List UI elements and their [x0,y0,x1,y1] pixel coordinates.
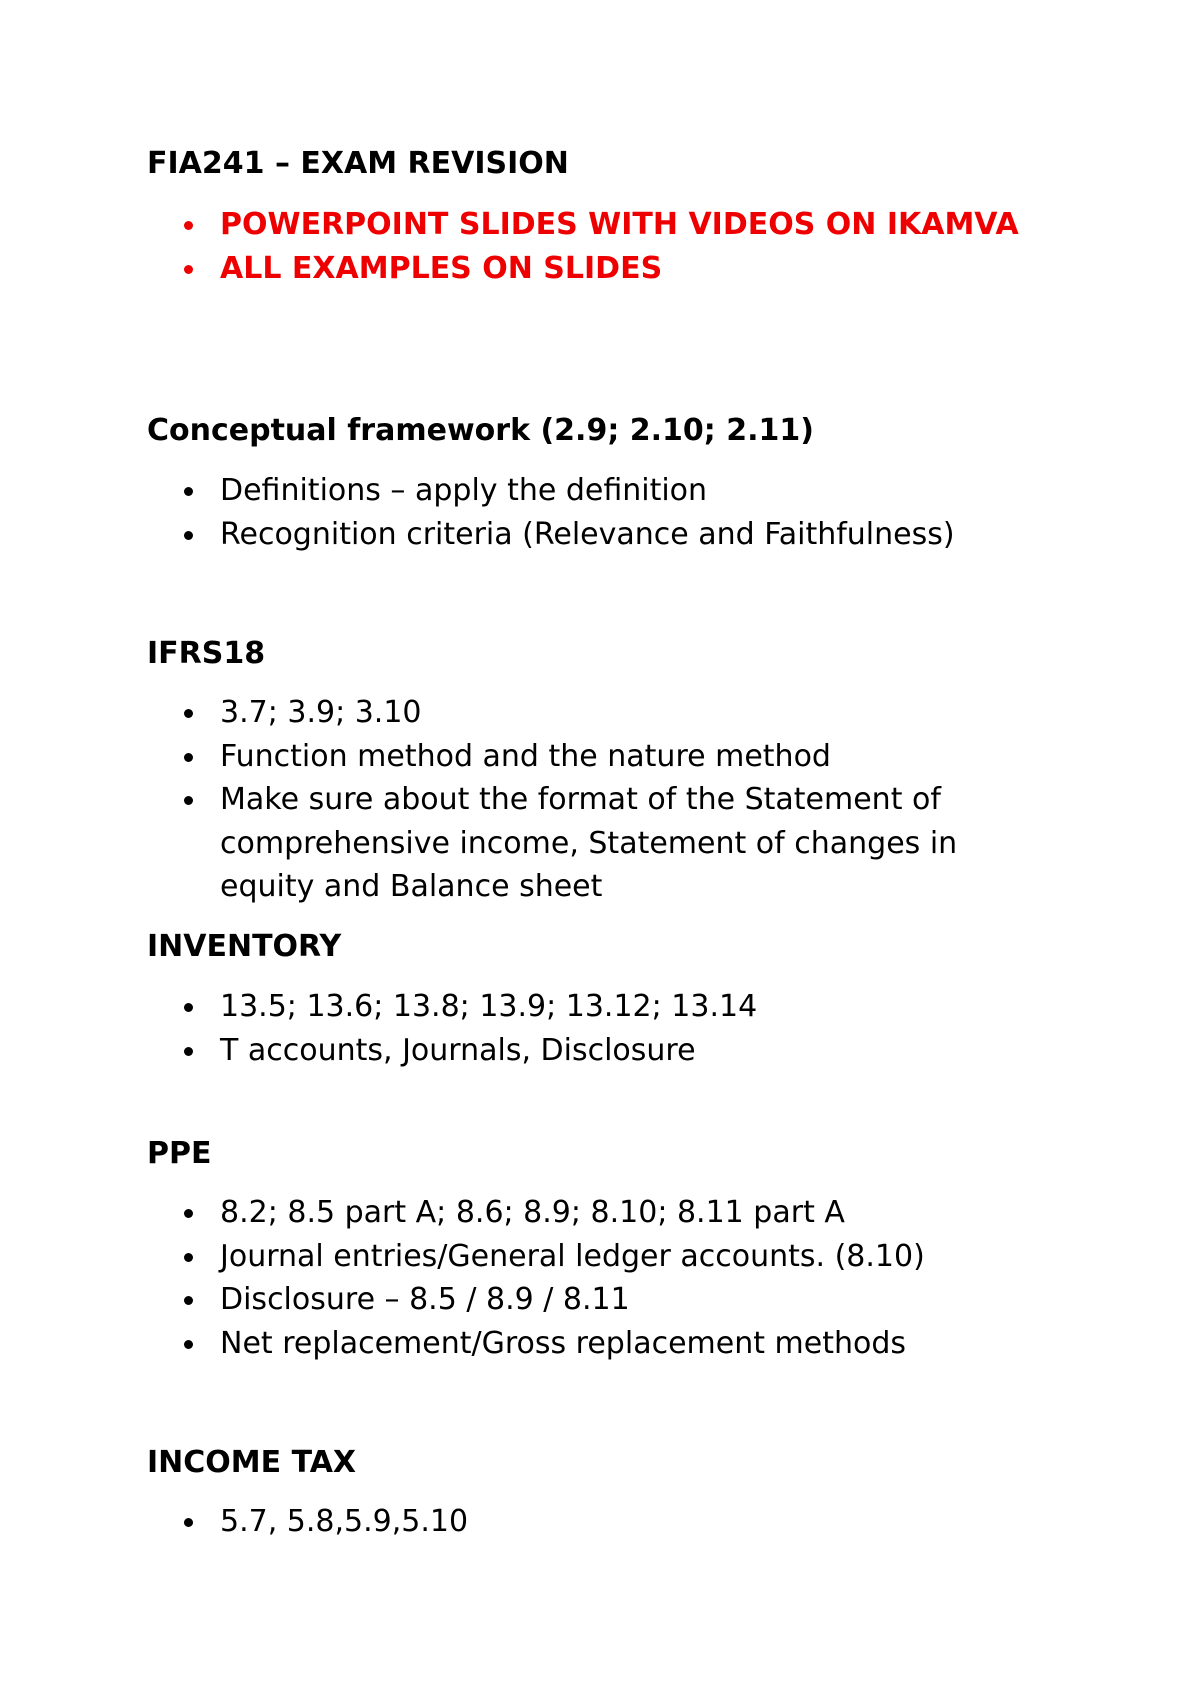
bullet-icon [184,796,193,805]
list-item-text: T accounts, Journals, Disclosure [220,1032,696,1068]
list-item [0,1191,1200,1235]
list-item-text: Disclosure – 8.5 / 8.9 / 8.11 [220,1282,630,1317]
section-heading-conceptual-framework: Conceptual framework (2.9; 2.10; 2.11) [147,413,814,448]
list-item [0,1029,1200,1073]
list-item [0,469,1200,513]
list-item-text: Definitions – apply the definition [220,473,708,508]
bullet-icon [184,265,193,274]
income-tax-list [0,1500,1200,1544]
conceptual-framework-list [0,469,1200,556]
notice-list [0,203,1200,290]
list-item [0,985,1200,1029]
inventory-list [0,985,1200,1072]
list-item [0,1278,1200,1322]
ifrs18-list [0,691,1200,909]
list-item-text: Net replacement/Gross replacement methods [220,1325,907,1361]
list-item [0,1235,1200,1279]
list-item [0,1500,1200,1544]
document-title: FIA241 – EXAM REVISION [147,146,569,181]
notice-text: POWERPOINT SLIDES WITH VIDEOS ON IKAMVA [220,207,1019,242]
bullet-icon [184,1518,193,1527]
list-item-text: 13.5; 13.6; 13.8; 13.9; 13.12; 13.14 [220,989,758,1024]
ppe-list [0,1191,1200,1365]
section-heading-ppe: PPE [147,1136,212,1171]
bullet-icon [184,1209,193,1218]
bullet-icon [184,753,193,762]
bullet-icon [184,221,193,230]
list-item-text: 8.2; 8.5 part A; 8.6; 8.9; 8.10; 8.11 part A [220,1195,845,1230]
list-item [0,778,1200,909]
bullet-icon [184,1003,193,1012]
section-heading-inventory: INVENTORY [147,929,342,964]
bullet-icon [184,1296,193,1305]
list-item-text: Function method and the nature method [220,738,831,774]
notice-text: ALL EXAMPLES ON SLIDES [220,250,663,286]
bullet-icon [184,1340,193,1349]
list-item-text: Journal entries/General ledger accounts. (8.10) [220,1238,925,1274]
list-item-text: Recognition criteria (Relevance and Faithfulness) [220,516,955,552]
list-item [0,691,1200,735]
section-heading-ifrs18: IFRS18 [147,636,266,671]
bullet-icon [184,487,193,496]
list-item [0,1322,1200,1366]
bullet-icon [184,1253,193,1262]
list-item-text: 3.7; 3.9; 3.10 [220,695,422,730]
list-item-text: Make sure about the format of the Statement of comprehensive income, Statement of changes in equity and Balance sheet [220,782,958,904]
notice-item [0,203,1200,247]
list-item-text: 5.7, 5.8,5.9,5.10 [220,1504,469,1539]
bullet-icon [184,709,193,718]
bullet-icon [184,1047,193,1056]
list-item [0,513,1200,557]
list-item [0,735,1200,779]
notice-item [0,247,1200,291]
bullet-icon [184,531,193,540]
section-heading-income-tax: INCOME TAX [147,1445,357,1480]
